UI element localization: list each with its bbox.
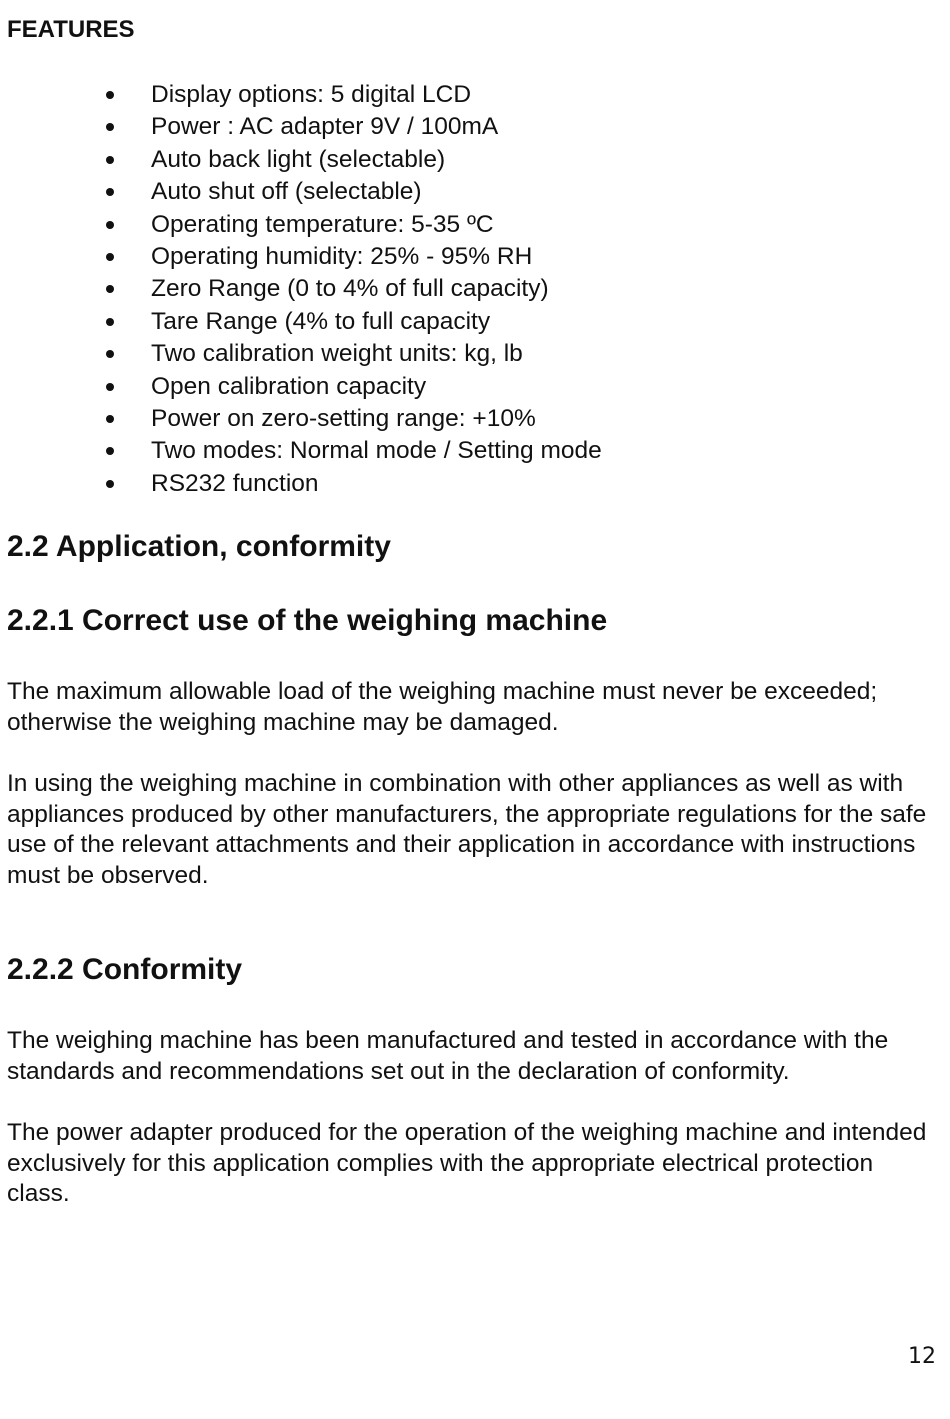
list-item — [0, 79, 900, 111]
bullet-icon — [106, 156, 114, 164]
feature-text: Two calibration weight units: kg, lb — [151, 340, 523, 368]
feature-text: Auto shut off (selectable) — [151, 178, 422, 206]
bullet-icon — [106, 480, 114, 488]
bullet-icon — [106, 91, 114, 99]
feature-text: Operating temperature: 5-35 ºC — [151, 210, 494, 238]
feature-text: Zero Range (0 to 4% of full capacity) — [151, 275, 549, 303]
paragraph-manufactured-tested: The weighing machine has been manufactured and tested in accordance with the standards and recommendations set out in the declaration of conformity. — [7, 1027, 889, 1085]
feature-text: Open calibration capacity — [151, 372, 427, 400]
bullet-icon — [106, 383, 114, 391]
bullet-icon — [106, 318, 114, 326]
feature-text: RS232 function — [151, 469, 319, 497]
paragraph-combination-use: In using the weighing machine in combination with other appliances as well as with appliances produced by other manufacturers, the appropriate regulations for the safe use of the relevant attachments and their application in accordance with instructions must be observed. — [7, 770, 927, 889]
list-item — [0, 435, 900, 467]
bullet-icon — [106, 253, 114, 261]
list-item — [0, 273, 900, 305]
bullet-icon — [106, 285, 114, 293]
list-item — [0, 338, 900, 370]
list-item — [0, 371, 900, 403]
section-heading-correct-use: 2.2.1 Correct use of the weighing machine — [7, 604, 608, 637]
bullet-icon — [106, 415, 114, 423]
bullet-icon — [106, 350, 114, 358]
feature-text: Tare Range (4% to full capacity — [151, 307, 491, 335]
bullet-icon — [106, 447, 114, 455]
feature-text: Power : AC adapter 9V / 100mA — [151, 113, 499, 141]
paragraph-maximum-load: The maximum allowable load of the weighing machine must never be exceeded; otherwise the weighing machine may be damaged. — [7, 678, 878, 736]
feature-text: Auto back light (selectable) — [151, 145, 446, 173]
features-list — [0, 79, 900, 500]
feature-text: Operating humidity: 25% - 95% RH — [151, 242, 533, 270]
list-item — [0, 111, 900, 143]
feature-text: Display options: 5 digital LCD — [151, 81, 472, 108]
paragraph-power-adapter: The power adapter produced for the operation of the weighing machine and intended exclusively for this application complies with the appropriate electrical protection class. — [7, 1119, 927, 1208]
section-heading-conformity: 2.2.2 Conformity — [7, 953, 243, 986]
feature-text: Two modes: Normal mode / Setting mode — [151, 437, 602, 465]
list-item — [0, 176, 900, 208]
list-item — [0, 241, 900, 273]
page-number: 12 — [908, 1344, 936, 1369]
list-item — [0, 468, 900, 500]
bullet-icon — [106, 221, 114, 229]
section-heading-application-conformity: 2.2 Application, conformity — [7, 530, 391, 563]
list-item — [0, 403, 900, 435]
feature-text: Power on zero-setting range: +10% — [151, 404, 536, 432]
list-item — [0, 306, 900, 338]
list-item — [0, 209, 900, 241]
bullet-icon — [106, 123, 114, 131]
features-heading: FEATURES — [7, 16, 135, 43]
bullet-icon — [106, 188, 114, 196]
list-item — [0, 144, 900, 176]
